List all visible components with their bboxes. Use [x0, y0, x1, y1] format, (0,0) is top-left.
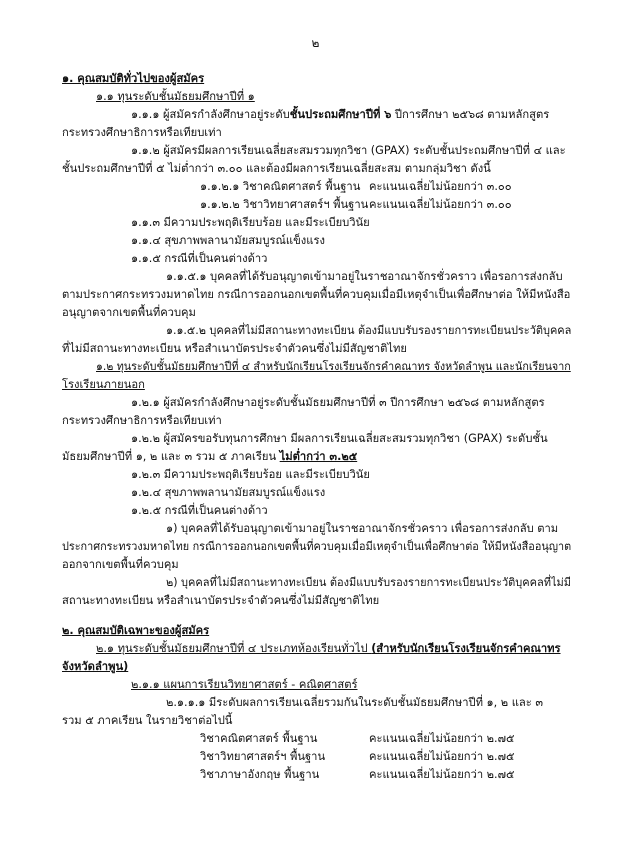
text-content: ๒.๑.๑.๑ มีระดับผลการเรียนเฉลี่ยรวมกันในระดับชั้นมัธยมศึกษาปีที่ ๑, ๒ และ ๓	[166, 696, 543, 709]
text-content: ๑.๑ ทุนระดับชั้นมัธยมศึกษาปีที่ ๑	[96, 90, 255, 103]
text-content: ๒.๑.๑ แผนการเรียนวิทยาศาสตร์ - คณิตศาสตร์	[131, 678, 358, 691]
text-line-l28	[62, 558, 179, 572]
text-line-l02	[96, 90, 255, 104]
text-line-l31	[62, 624, 209, 638]
text-content: ๑.๒.๒ ผู้สมัครขอรับทุนการศึกษา มีผลการเรียนเฉลี่ยสะสมรวมทุกวิชา (GPAX) ระดับชั้น	[131, 432, 548, 445]
text-line-l10	[131, 234, 325, 248]
text-content: ๑.๒.๕ กรณีที่เป็นคนต่างด้าว	[131, 504, 268, 517]
text-content: ๑) บุคคลที่ได้รับอนุญาตเข้ามาอยู่ในราชอาณาจักรชั่วคราว เพื่อรอการส่งกลับ ตาม	[166, 522, 559, 535]
text-line-l12	[166, 270, 563, 284]
text-line-l07b	[369, 180, 512, 194]
text-line-l06	[62, 162, 491, 176]
text-segment: ปีการศึกษา ๒๕๖๘ ตามหลักสูตร	[391, 108, 550, 121]
text-content: ชั้นประถมศึกษาปีที่ ๕ ไม่ต่ำกว่า ๓.๐๐ และต้องมีผลการเรียนเฉลี่ยสะสม ตามกลุ่มวิชา ดังนี้	[62, 162, 491, 175]
text-line-l23	[131, 468, 370, 482]
text-line-l36	[62, 714, 232, 728]
text-content: ที่ไม่มีสถานะทางทะเบียน หรือสำเนาบัตรประจำตัวคนซึ่งไม่มีสัญชาติไทย	[62, 342, 407, 355]
text-content: กระทรวงศึกษาธิการหรือเทียบเท่า	[62, 414, 222, 427]
text-line-l07	[200, 180, 360, 194]
text-line-l18	[62, 378, 145, 392]
text-line-l11	[131, 252, 267, 266]
text-line-l16	[62, 342, 407, 356]
text-line-l22	[62, 450, 357, 464]
text-content: ๑.๑.๒.๑ วิชาคณิตศาสตร์ พื้นฐาน	[200, 180, 361, 193]
text-content: ๑.๑.๕ กรณีที่เป็นคนต่างด้าว	[131, 252, 268, 265]
text-line-l24	[131, 486, 325, 500]
text-content: คะแนนเฉลี่ยไม่น้อยกว่า ๒.๗๕	[369, 768, 515, 781]
text-content: ๑.๒.๑ ผู้สมัครกำลังศึกษาอยู่ระดับชั้นมัธยมศึกษาปีที่ ๓ ปีการศึกษา ๒๕๖๘ ตามหลักสูตร	[131, 396, 545, 409]
text-line-l21	[131, 432, 548, 446]
text-content: คะแนนเฉลี่ยไม่น้อยกว่า ๒.๗๕	[369, 750, 515, 763]
text-segment: ๒.๑ ทุนระดับชั้นมัธยมศึกษาปีที่ ๔ ประเภทห้องเรียนทั่วไป	[96, 642, 372, 655]
text-content: สถานะทางทะเบียน หรือสำเนาบัตรประจำตัวคนซึ่งไม่มีสัญชาติไทย	[62, 594, 380, 607]
text-content: ๑.๑.๒ ผู้สมัครมีผลการเรียนเฉลี่ยสะสมรวมทุกวิชา (GPAX) ระดับชั้นประถมศึกษาปีที่ ๔ และ	[131, 144, 566, 157]
text-content: จังหวัดลำพูน)	[62, 660, 129, 673]
text-line-l35	[166, 696, 543, 710]
text-content: ๑.๒.๓ มีความประพฤติเรียบร้อย และมีระเบียบวินัย	[131, 468, 370, 481]
text-content: อนุญาตจากเขตพื้นที่ควบคุม	[62, 306, 196, 319]
text-segment: ไม่ต่ำกว่า ๓.๒๕	[279, 450, 358, 463]
text-content: ๑.๑.๕.๑ บุคคลที่ได้รับอนุญาตเข้ามาอยู่ในราชอาณาจักรชั่วคราว เพื่อรอการส่งกลับ	[166, 270, 563, 283]
text-line-l29	[166, 576, 571, 590]
text-content: คะแนนเฉลี่ยไม่น้อยกว่า ๓.๐๐	[369, 198, 512, 211]
text-content: วิชาภาษาอังกฤษ พื้นฐาน	[200, 768, 320, 781]
text-content: ๑.๑.๔ สุขภาพพลานามัยสมบูรณ์แข็งแรง	[131, 234, 325, 247]
text-line-l13	[62, 288, 570, 302]
text-content: ๑.๑.๒.๒ วิชาวิทยาศาสตร์ฯ พื้นฐาน	[200, 198, 369, 211]
text-content: ๑.๑.๓ มีความประพฤติเรียบร้อย และมีระเบียบวินัย	[131, 216, 370, 229]
text-content: ๒. คุณสมบัติเฉพาะของผู้สมัคร	[62, 624, 210, 637]
text-line-l30	[62, 594, 379, 608]
text-line-l26	[166, 522, 558, 536]
text-content: ๒) บุคคลที่ไม่มีสถานะทางทะเบียน ต้องมีแบบรับรองรายการทะเบียนประวัติบุคคลที่ไม่มี	[166, 576, 571, 589]
text-segment: (สำหรับนักเรียนโรงเรียนจักรคำคณาทร	[371, 642, 561, 655]
text-line-l39b	[369, 768, 514, 782]
text-line-l33	[62, 660, 128, 674]
text-line-l39	[200, 768, 319, 782]
text-content: ประกาศกระทรวงมหาดไทย กรณีการออกนอกเขตพื้นที่ควบคุมเมื่อมีเหตุจำเป็นเพื่อศึกษาต่อ ให้มีหนังสืออนุญาต	[62, 540, 572, 553]
text-line-l34	[131, 678, 358, 692]
text-line-l20	[62, 414, 222, 428]
text-segment: มัธยมศึกษาปีที่ ๑, ๒ และ ๓ รวม ๕ ภาคเรียน	[62, 450, 280, 463]
text-content: ๑.๒ ทุนระดับชั้นมัธยมศึกษาปีที่ ๔ สำหรับนักเรียนโรงเรียนจักรคำคณาทร จังหวัดลำพูน และนักเรียนจาก	[96, 360, 571, 373]
text-line-l27	[62, 540, 571, 554]
text-line-l25	[131, 504, 268, 518]
text-line-l15	[166, 324, 571, 338]
text-line-l38b	[369, 750, 514, 764]
text-line-l19	[131, 396, 545, 410]
text-line-l04	[62, 126, 222, 140]
text-line-l09	[131, 216, 370, 230]
text-line-l08	[200, 198, 368, 212]
text-line-l08b	[369, 198, 512, 212]
text-content: ตามประกาศกระทรวงมหาดไทย กรณีการออกนอกเขตพื้นที่ควบคุมเมื่อมีเหตุจำเป็นเพื่อศึกษาต่อ ให้มีหนังสือ	[62, 288, 571, 301]
text-line-l17	[96, 360, 571, 374]
text-segment: ชั้นประถมศึกษาปีที่ ๖	[289, 108, 392, 121]
text-content: กระทรวงศึกษาธิการหรือเทียบเท่า	[62, 126, 222, 139]
text-content: ๑.๑.๕.๒ บุคคลที่ไม่มีสถานะทางทะเบียน ต้องมีแบบรับรองรายการทะเบียนประวัติบุคคล	[166, 324, 572, 337]
text-content: โรงเรียนภายนอก	[62, 378, 145, 391]
page-number: ๒	[311, 36, 320, 50]
text-line-l38	[200, 750, 325, 764]
text-line-l03	[131, 108, 549, 122]
text-content: คะแนนเฉลี่ยไม่น้อยกว่า ๒.๗๕	[369, 732, 515, 745]
text-line-l01	[62, 72, 204, 86]
text-line-l14	[62, 306, 196, 320]
text-content: รวม ๕ ภาคเรียน ในรายวิชาต่อไปนี้	[62, 714, 233, 727]
text-content: ออกจากเขตพื้นที่ควบคุม	[62, 558, 179, 571]
text-content: วิชาวิทยาศาสตร์ฯ พื้นฐาน	[200, 750, 326, 763]
text-line-l32	[96, 642, 561, 656]
text-line-l37b	[369, 732, 514, 746]
text-content: ๑. คุณสมบัติทั่วไปของผู้สมัคร	[62, 72, 205, 85]
text-content: วิชาคณิตศาสตร์ พื้นฐาน	[200, 732, 318, 745]
text-segment: ๑.๑.๑ ผู้สมัครกำลังศึกษาอยู่ระดับ	[131, 108, 290, 121]
text-content: ๑.๒.๔ สุขภาพพลานามัยสมบูรณ์แข็งแรง	[131, 486, 326, 499]
text-line-l05	[131, 144, 566, 158]
text-content: คะแนนเฉลี่ยไม่น้อยกว่า ๓.๐๐	[369, 180, 512, 193]
text-line-l37	[200, 732, 317, 746]
